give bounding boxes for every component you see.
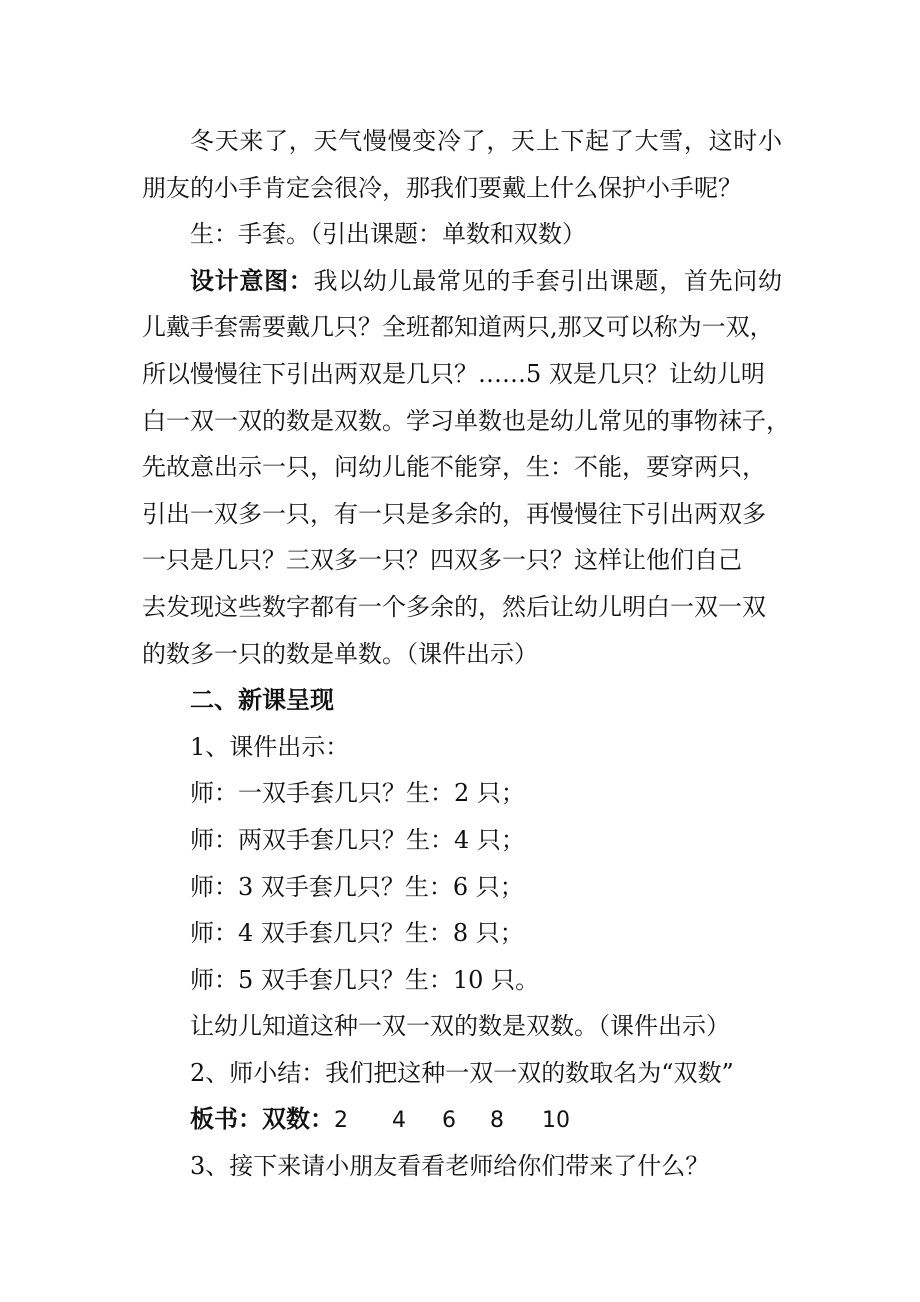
document-body: [142, 118, 790, 1190]
design-intent-text: 我以幼儿最常见的手套引出课题，首先问幼: [313, 266, 783, 295]
item-1: 1、课件出示：: [190, 732, 350, 761]
design-intent-line-4: 白一双一双的数是双数。学习单数也是幼儿常见的事物袜子，: [142, 406, 790, 435]
item-3: 3、接下来请小朋友看看老师给你们带来了什么？: [190, 1152, 710, 1181]
design-intent-line-5: 先故意出示一只，问幼儿能不能穿，生：不能，要穿两只，: [142, 453, 766, 482]
dialogue-line: 师：4 双手套几只？生：8 只；: [190, 919, 524, 948]
design-intent-line-3: 所以慢慢往下引出两双是几只？……5 双是几只？让幼儿明: [142, 359, 765, 388]
item-2-summary: 2、师小结：我们把这种一双一双的数取名为“双数”: [190, 1058, 734, 1087]
even-number-note: 让幼儿知道这种一双一双的数是双数。（课件出示）: [190, 1012, 730, 1041]
design-intent-line-1: [142, 258, 782, 305]
board-writing: [142, 1096, 782, 1143]
dialogue-line: 师：3 双手套几只？生：6 只；: [190, 872, 524, 901]
section-heading: 二、新课呈现: [190, 685, 334, 715]
board-number: 6: [442, 1108, 456, 1134]
board-number: 4: [392, 1108, 406, 1134]
dialogue-line: 师：5 双手套几只？生：10 只。: [190, 965, 540, 994]
design-intent-line-9: 的数多一只的数是单数。（课件出示）: [142, 639, 538, 668]
board-number: 2: [334, 1108, 348, 1134]
board-number: 10: [542, 1108, 570, 1134]
intro-line-1: 冬天来了，天气慢慢变冷了，天上下起了大雪，这时小: [190, 127, 782, 155]
design-intent-line-6: 引出一双多一只，有一只是多余的，再慢慢往下引出两双多: [142, 499, 766, 528]
design-intent-line-2: 儿戴手套需要戴几只？全班都知道两只,那又可以称为一双，: [142, 313, 774, 342]
design-intent-label: 设计意图：: [190, 265, 314, 295]
design-intent-line-8: 去发现这些数字都有一个多余的，然后让幼儿明白一双一双: [142, 592, 766, 621]
board-label: 板书：: [190, 1104, 262, 1134]
intro-answer: 生：手套。（引出课题：单数和双数）: [190, 220, 586, 249]
dialogue-line: 师：两双手套几只？生：4 只；: [190, 825, 525, 854]
board-numbers: [334, 1098, 582, 1145]
board-word: 双数：: [262, 1104, 334, 1134]
design-intent-line-7: 一只是几只？三双多一只？四双多一只？这样让他们自己: [142, 546, 742, 575]
board-number: 8: [490, 1108, 504, 1134]
intro-line-2: 朋友的小手肯定会很冷，那我们要戴上什么保护小手呢？: [142, 173, 742, 202]
dialogue-line: 师：一双手套几只？生：2 只；: [190, 779, 525, 808]
